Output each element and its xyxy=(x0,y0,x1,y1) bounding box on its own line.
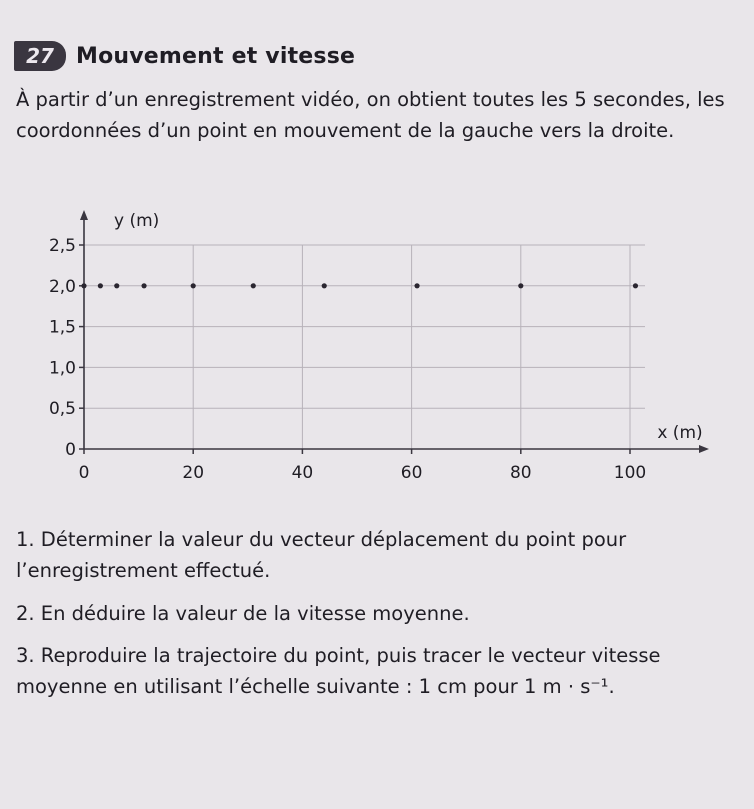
data-point xyxy=(414,283,419,288)
data-point xyxy=(114,283,119,288)
data-point xyxy=(251,283,256,288)
exercise-number-badge: 27 xyxy=(14,41,66,71)
y-tick-label: 0,5 xyxy=(48,399,76,420)
data-point xyxy=(518,283,523,288)
exercise-intro: À partir d’un enregistrement vidéo, on obtient toutes les 5 secondes, les coordonnées d’un point en mouvement de la gauche vers la droite. xyxy=(16,88,725,142)
data-point xyxy=(81,283,86,288)
y-axis-label: y (m) xyxy=(114,211,160,231)
y-axis-arrow xyxy=(80,210,88,220)
question-2: 2. En déduire la valeur de la vitesse moyenne. xyxy=(16,602,470,625)
tick-labels xyxy=(49,236,646,483)
axes xyxy=(79,210,709,454)
exercise-header xyxy=(14,40,355,72)
data-point xyxy=(141,283,146,288)
question-3: 3. Reproduire la trajectoire du point, puis tracer le vecteur vitesse moyenne en utilisant l’échelle suivante : 1 cm pour 1 m · s⁻¹. xyxy=(16,644,661,698)
data-point xyxy=(191,283,196,288)
data-point xyxy=(98,283,103,288)
x-tick-label: 100 xyxy=(613,463,647,483)
data-point xyxy=(322,283,327,288)
x-axis-label: x (m) xyxy=(657,423,703,443)
data-point xyxy=(633,283,638,288)
grid-lines xyxy=(84,245,645,449)
y-tick-label: 2,0 xyxy=(48,276,76,297)
x-tick-label: 0 xyxy=(78,463,90,483)
x-tick-label: 20 xyxy=(182,463,205,483)
y-tick-label: 0 xyxy=(65,440,76,460)
x-axis-arrow xyxy=(699,445,709,453)
y-tick-label: 1,5 xyxy=(48,317,76,338)
x-tick-label: 40 xyxy=(291,463,314,483)
y-tick-label: 2,5 xyxy=(48,236,76,256)
x-tick-label: 80 xyxy=(509,463,532,483)
x-tick-label: 60 xyxy=(400,463,423,483)
y-tick-label: 1,0 xyxy=(48,358,76,379)
scatter-chart xyxy=(0,200,754,500)
question-1: 1. Déterminer la valeur du vecteur déplacement du point pour l’enregistrement effectué. xyxy=(16,528,627,582)
exercise-title: Mouvement et vitesse xyxy=(76,43,356,69)
